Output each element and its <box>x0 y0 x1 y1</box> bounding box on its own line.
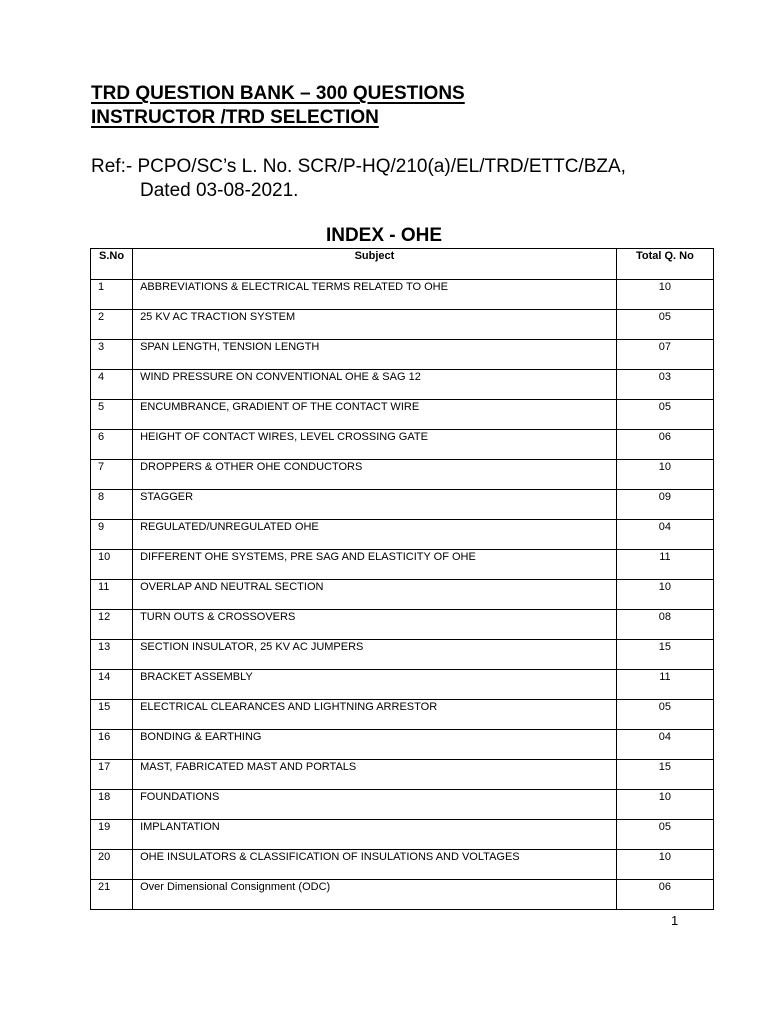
reference-line: Ref:- PCPO/SC’s L. No. SCR/P-HQ/210(a)/EL/TRD/ETTC/BZA, <box>91 156 626 177</box>
row-subject: OHE INSULATORS & CLASSIFICATION OF INSULATIONS AND VOLTAGES <box>133 850 617 880</box>
row-total: 07 <box>616 340 713 370</box>
row-subject: DROPPERS & OTHER OHE CONDUCTORS <box>133 460 617 490</box>
row-sno: 16 <box>91 730 133 760</box>
table-row <box>91 580 714 610</box>
table-row <box>91 550 714 580</box>
table-row <box>91 670 714 700</box>
row-total: 15 <box>616 640 713 670</box>
table-row <box>91 460 714 490</box>
row-subject: OVERLAP AND NEUTRAL SECTION <box>133 580 617 610</box>
table-header-row <box>91 249 714 280</box>
row-subject: IMPLANTATION <box>133 820 617 850</box>
table-row <box>91 370 714 400</box>
row-subject: 25 KV AC TRACTION SYSTEM <box>133 310 617 340</box>
row-total: 05 <box>616 700 713 730</box>
page-number: 1 <box>671 913 679 928</box>
row-sno: 10 <box>91 550 133 580</box>
index-title: INDEX - OHE <box>325 225 443 246</box>
row-sno: 9 <box>91 520 133 550</box>
row-sno: 8 <box>91 490 133 520</box>
row-total: 06 <box>616 430 713 460</box>
table-row <box>91 640 714 670</box>
row-sno: 13 <box>91 640 133 670</box>
row-total: 10 <box>616 460 713 490</box>
document-title: TRD QUESTION BANK – 300 QUESTIONS <box>91 83 465 104</box>
header-total: Total Q. No <box>616 249 713 280</box>
row-sno: 17 <box>91 760 133 790</box>
table-row <box>91 610 714 640</box>
table-row <box>91 880 714 910</box>
table-row <box>91 490 714 520</box>
row-sno: 18 <box>91 790 133 820</box>
document-subtitle: INSTRUCTOR /TRD SELECTION <box>91 107 379 128</box>
row-total: 11 <box>616 550 713 580</box>
row-subject: TURN OUTS & CROSSOVERS <box>133 610 617 640</box>
row-sno: 11 <box>91 580 133 610</box>
row-subject: BONDING & EARTHING <box>133 730 617 760</box>
table-row <box>91 340 714 370</box>
row-total: 04 <box>616 730 713 760</box>
table-row <box>91 310 714 340</box>
row-total: 09 <box>616 490 713 520</box>
row-total: 15 <box>616 760 713 790</box>
row-total: 10 <box>616 280 713 310</box>
row-total: 10 <box>616 850 713 880</box>
row-subject: ABBREVIATIONS & ELECTRICAL TERMS RELATED TO OHE <box>133 280 617 310</box>
row-subject: REGULATED/UNREGULATED OHE <box>133 520 617 550</box>
row-total: 10 <box>616 580 713 610</box>
table-row <box>91 430 714 460</box>
row-total: 05 <box>616 400 713 430</box>
row-sno: 12 <box>91 610 133 640</box>
index-table <box>90 248 714 910</box>
table-row <box>91 730 714 760</box>
row-sno: 7 <box>91 460 133 490</box>
row-sno: 15 <box>91 700 133 730</box>
header-subject: Subject <box>133 249 617 280</box>
row-sno: 19 <box>91 820 133 850</box>
row-subject: DIFFERENT OHE SYSTEMS, PRE SAG AND ELASTICITY OF OHE <box>133 550 617 580</box>
row-subject: STAGGER <box>133 490 617 520</box>
row-sno: 5 <box>91 400 133 430</box>
row-total: 04 <box>616 520 713 550</box>
header-sno: S.No <box>91 249 133 280</box>
row-total: 08 <box>616 610 713 640</box>
row-subject: MAST, FABRICATED MAST AND PORTALS <box>133 760 617 790</box>
row-sno: 14 <box>91 670 133 700</box>
row-subject: Over Dimensional Consignment (ODC) <box>133 880 617 910</box>
row-subject: FOUNDATIONS <box>133 790 617 820</box>
table-row <box>91 400 714 430</box>
row-subject: WIND PRESSURE ON CONVENTIONAL OHE & SAG 12 <box>133 370 617 400</box>
row-total: 06 <box>616 880 713 910</box>
table-row <box>91 760 714 790</box>
table-row <box>91 280 714 310</box>
row-sno: 6 <box>91 430 133 460</box>
row-subject: HEIGHT OF CONTACT WIRES, LEVEL CROSSING GATE <box>133 430 617 460</box>
row-total: 11 <box>616 670 713 700</box>
row-total: 03 <box>616 370 713 400</box>
row-total: 10 <box>616 790 713 820</box>
table-row <box>91 700 714 730</box>
table-row <box>91 520 714 550</box>
row-subject: SECTION INSULATOR, 25 KV AC JUMPERS <box>133 640 617 670</box>
row-subject: ELECTRICAL CLEARANCES AND LIGHTNING ARRESTOR <box>133 700 617 730</box>
reference-date: Dated 03-08-2021. <box>140 180 299 201</box>
row-subject: BRACKET ASSEMBLY <box>133 670 617 700</box>
table-row <box>91 820 714 850</box>
row-subject: ENCUMBRANCE, GRADIENT OF THE CONTACT WIRE <box>133 400 617 430</box>
row-total: 05 <box>616 310 713 340</box>
row-sno: 21 <box>91 880 133 910</box>
table-row <box>91 790 714 820</box>
row-sno: 3 <box>91 340 133 370</box>
row-sno: 4 <box>91 370 133 400</box>
row-sno: 1 <box>91 280 133 310</box>
row-subject: SPAN LENGTH, TENSION LENGTH <box>133 340 617 370</box>
row-sno: 2 <box>91 310 133 340</box>
row-total: 05 <box>616 820 713 850</box>
row-sno: 20 <box>91 850 133 880</box>
table-row <box>91 850 714 880</box>
